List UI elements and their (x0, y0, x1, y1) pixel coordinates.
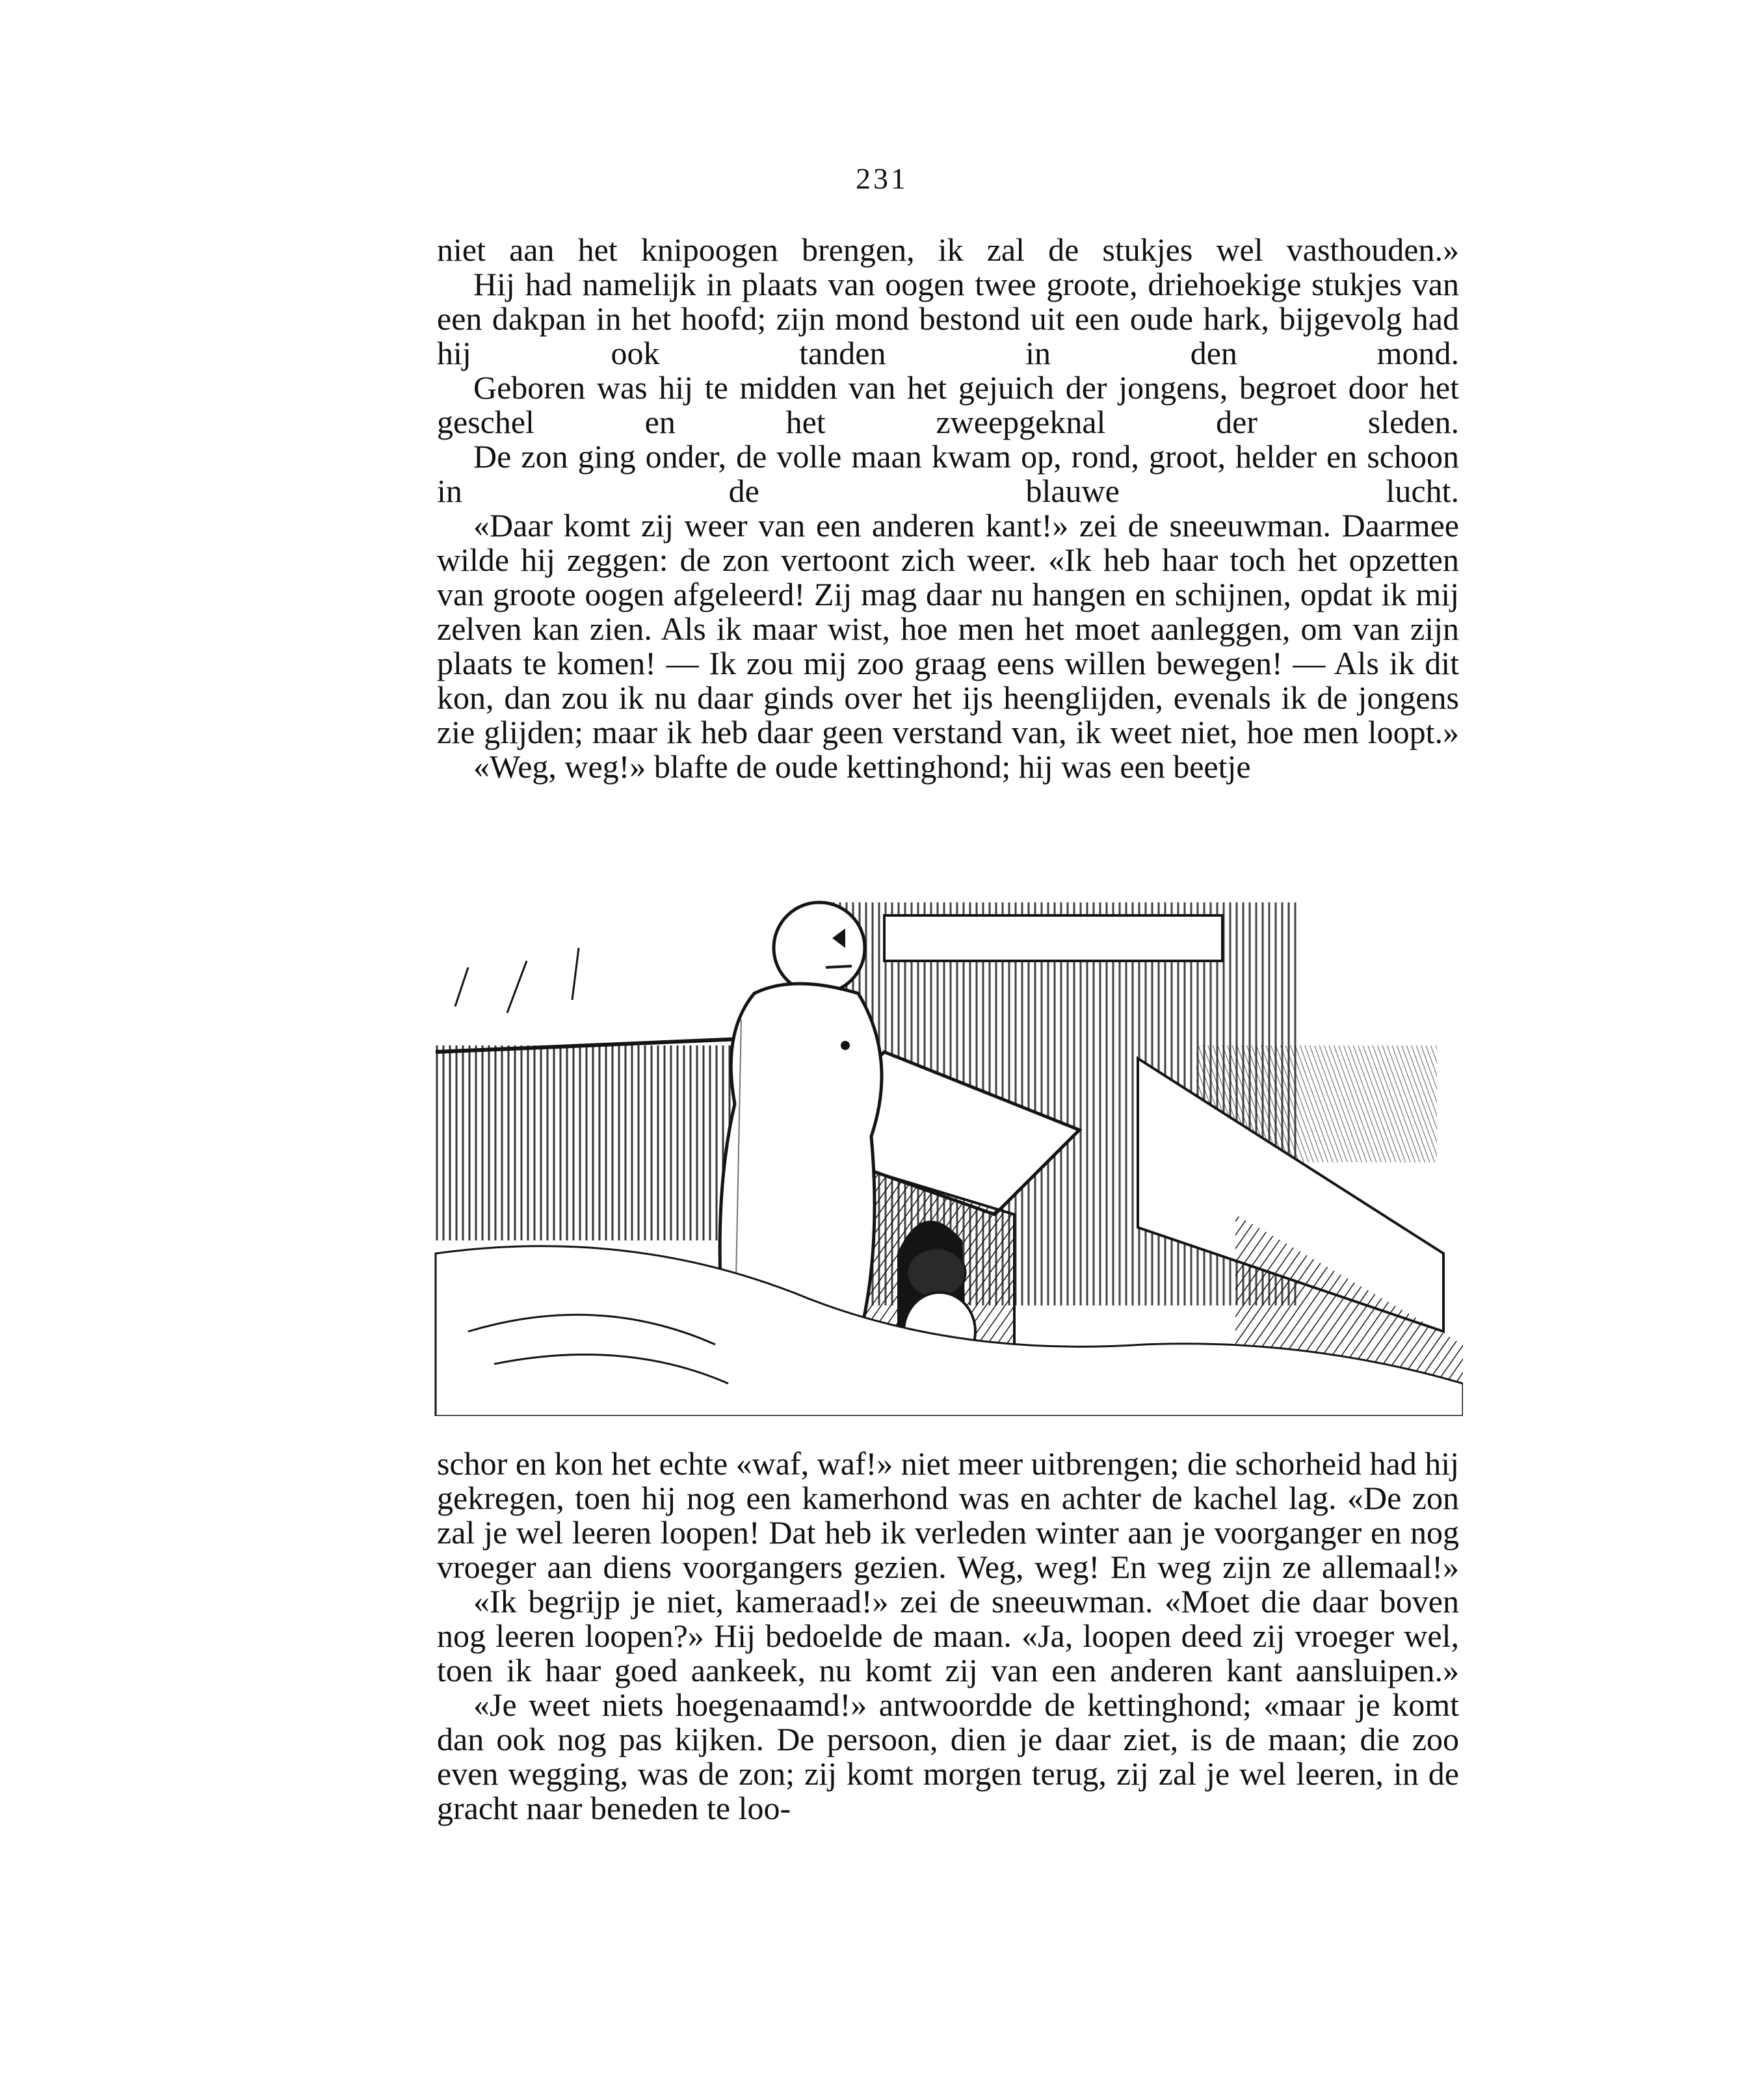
text-block-bottom (437, 1447, 1459, 1826)
paragraph: niet aan het knipoogen brengen, ik zal de stukjes wel vasthouden.» (437, 231, 1459, 268)
paragraph: «Daar komt zij weer van een anderen kant!» zei de sneeuwman. Daarmee wilde hij zeggen: de zon vertoont zich weer. «Ik heb haar toch het opzetten van groote oogen afgeleerd! Zij mag daar nu hangen en schijnen, opdat ik mij zelven kan zien. Als ik maar wist, hoe men het moet aanleggen, om van zijn plaats te komen! — Ik zou mij zoo graag eens willen bewegen! — Als ik dit kon, dan zou ik nu daar ginds over het ijs heenglijden, evenals ik de jongens zie glijden; maar ik heb daar geen verstand van, ik weet niet, hoe men loopt.» (437, 507, 1459, 750)
paragraph: Geboren was hij te midden van het gejuich der jongens, begroet door het geschel en het zweepgeknal der sleden. (437, 369, 1459, 440)
paragraph: «Ik begrijp je niet, kameraad!» zei de sneeuwman. «Moet die daar boven nog leeren loopen?» Hij bedoelde de maan. «Ja, loopen deed zij vroeger wel, toen ik haar goed aankeek, nu komt zij van een anderen kant aansluipen.» (437, 1583, 1459, 1688)
page-number: 231 (856, 162, 908, 195)
paragraph: Hij had namelijk in plaats van oogen twee groote, driehoekige stukjes van een dakpan in het hoofd; zijn mond bestond uit een oude hark, bijgevolg had hij ook tanden in den mond. (437, 266, 1459, 371)
illustration-snowman-dog (429, 889, 1463, 1416)
fence-left (436, 948, 741, 1240)
engraving-image (429, 889, 1463, 1416)
paragraph: De zon ging onder, de volle maan kwam op, rond, groot, helder en schoon in de blauwe lucht. (437, 438, 1459, 509)
paragraph: schor en kon het echte «waf, waf!» niet meer uitbrengen; die schorheid had hij gekregen, toen hij nog een kamerhond was en achter de kachel lag. «De zon zal je wel leeren loopen! Dat heb ik verleden winter aan je voorganger en nog vroeger aan diens voorgangers gezien. Weg, weg! En weg zijn ze allemaal!» (437, 1445, 1459, 1585)
paragraph: «Weg, weg!» blafte de oude kettinghond; hij was een beetje (473, 748, 1251, 785)
text-block-top (437, 233, 1459, 784)
paragraph: «Je weet niets hoegenaamd!» antwoordde de kettinghond; «maar je komt dan ook nog pas kijken. De persoon, dien je daar ziet, is de maan; die zoo even wegging, was de zon; zij komt morgen terug, zij zal je wel leeren, in de gracht naar beneden te loo- (437, 1686, 1459, 1826)
